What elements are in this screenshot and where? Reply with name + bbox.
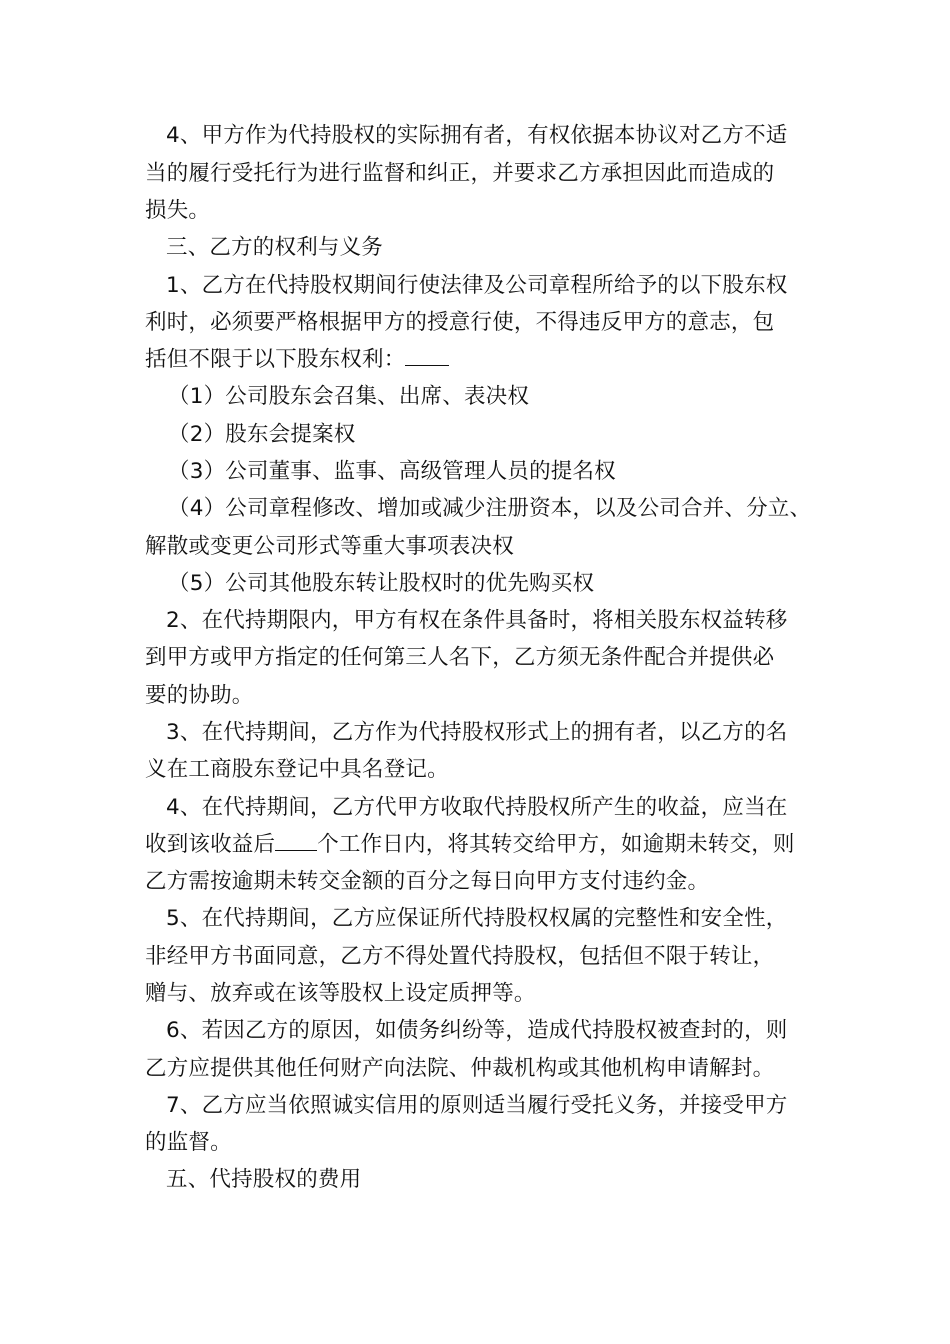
paragraph-line: 非经甲方书面同意，乙方不得处置代持股权，包括但不限于转让， [145, 944, 775, 969]
paragraph-line [145, 830, 795, 860]
paragraph-line: 到甲方或甲方指定的任何第三人名下，乙方须无条件配合并提供必 [145, 645, 775, 670]
section-heading: 五、代持股权的费用 [166, 1167, 362, 1192]
paragraph-line: 1、乙方在代持股权期间行使法律及公司章程所给予的以下股东权 [166, 273, 788, 298]
paragraph-line: 赠与、放弃或在该等股权上设定质押等。 [145, 981, 536, 1006]
paragraph-text: 个工作日内，将其转交给甲方，如逾期未转交，则 [317, 832, 795, 857]
paragraph-line: 利时，必须要严格根据甲方的授意行使，不得违反甲方的意志，包 [145, 310, 775, 335]
list-item: （2）股东会提案权 [168, 422, 356, 447]
paragraph-line [145, 345, 449, 375]
paragraph-line: 乙方需按逾期未转交金额的百分之每日向甲方支付违约金。 [145, 869, 710, 894]
list-item: （1）公司股东会召集、出席、表决权 [168, 384, 530, 409]
paragraph-line: 的监督。 [145, 1130, 232, 1155]
paragraph-line: 4、在代持期间，乙方代甲方收取代持股权所产生的收益，应当在 [166, 795, 788, 820]
paragraph-line: 7、乙方应当依照诚实信用的原则适当履行受托义务，并接受甲方 [166, 1093, 788, 1118]
paragraph-line: 4、甲方作为代持股权的实际拥有者，有权依据本协议对乙方不适 [166, 123, 788, 148]
paragraph-line: 6、若因乙方的原因，如债务纠纷等，造成代持股权被查封的，则 [166, 1018, 788, 1043]
paragraph-line: 损失。 [145, 198, 211, 223]
paragraph-line: 要的协助。 [145, 683, 254, 708]
list-item: （3）公司董事、监事、高级管理人员的提名权 [168, 459, 616, 484]
fill-in-blank [275, 830, 317, 851]
paragraph-line: 乙方应提供其他任何财产向法院、仲裁机构或其他机构申请解封。 [145, 1056, 775, 1081]
list-item: （4）公司章程修改、增加或减少注册资本，以及公司合并、分立、 [168, 496, 812, 521]
paragraph-text: 括但不限于以下股东权利： [145, 347, 406, 372]
section-heading: 三、乙方的权利与义务 [166, 235, 384, 260]
paragraph-line: 3、在代持期间，乙方作为代持股权形式上的拥有者，以乙方的名 [166, 720, 788, 745]
paragraph-line: 2、在代持期限内，甲方有权在条件具备时，将相关股东权益转移 [166, 608, 788, 633]
paragraph-text: 收到该收益后 [145, 832, 276, 857]
paragraph-line: 5、在代持期间，乙方应保证所代持股权权属的完整性和安全性， [166, 906, 788, 931]
paragraph-line: 当的履行受托行为进行监督和纠正，并要求乙方承担因此而造成的 [145, 161, 775, 186]
list-item: （5）公司其他股东转让股权时的优先购买权 [168, 571, 595, 596]
paragraph-line: 义在工商股东登记中具名登记。 [145, 757, 449, 782]
list-item-continuation: 解散或变更公司形式等重大事项表决权 [145, 534, 514, 559]
fill-in-blank [405, 345, 449, 366]
